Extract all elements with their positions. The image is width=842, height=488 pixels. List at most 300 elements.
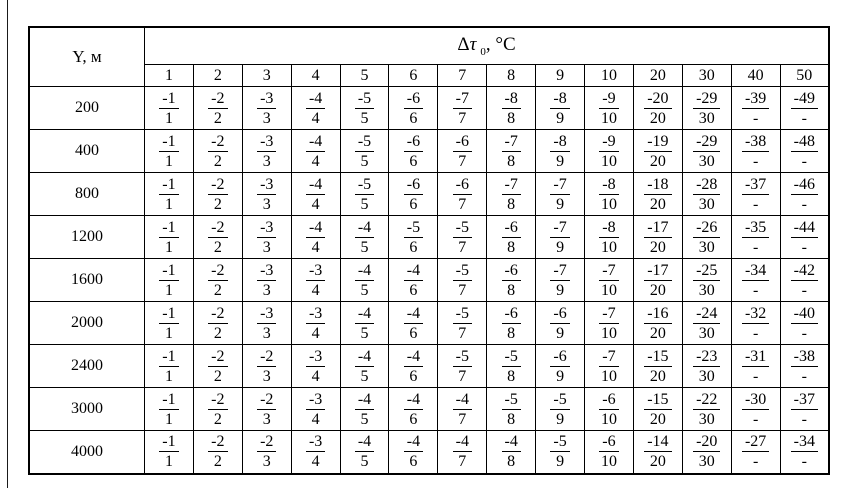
- value-cell: [487, 216, 536, 259]
- cell-numerator: -2: [208, 390, 227, 410]
- cell-numerator: -38: [791, 347, 818, 367]
- cell-numerator: -31: [742, 347, 769, 367]
- cell-denominator: 9: [556, 238, 565, 256]
- value-cell: [780, 216, 829, 259]
- cell-numerator: -9: [599, 89, 618, 109]
- table-body: [29, 87, 829, 474]
- cell-denominator: 4: [311, 367, 320, 385]
- cell-numerator: -34: [791, 432, 818, 452]
- cell-denominator: 4: [311, 238, 320, 256]
- value-cell: [536, 216, 585, 259]
- cell-numerator: -5: [453, 261, 472, 281]
- value-cell: [585, 130, 634, 173]
- value-cell: [145, 216, 194, 259]
- cell-numerator: -22: [693, 390, 720, 410]
- value-cell: [389, 173, 438, 216]
- value-cell: [780, 259, 829, 302]
- value-cell: [585, 216, 634, 259]
- table-row-800: [29, 173, 829, 216]
- value-cell: [731, 87, 780, 130]
- value-cell: [585, 259, 634, 302]
- column-header-7: 7: [438, 65, 487, 87]
- row-label: 400: [29, 130, 145, 173]
- cell-denominator: 5: [360, 152, 369, 170]
- cell-denominator: 3: [262, 453, 271, 471]
- cell-numerator: -39: [742, 89, 769, 109]
- value-cell: [682, 388, 731, 431]
- delta-tau-unit: , °C: [485, 34, 516, 56]
- cell-denominator: 20: [649, 367, 666, 385]
- value-cell: [780, 87, 829, 130]
- cell-numerator: -3: [306, 347, 325, 367]
- cell-numerator: -2: [208, 218, 227, 238]
- value-cell: [487, 302, 536, 345]
- cell-numerator: -3: [306, 390, 325, 410]
- cell-numerator: -4: [404, 390, 423, 410]
- cell-numerator: -7: [550, 261, 569, 281]
- cell-denominator: 20: [649, 109, 666, 127]
- value-cell: [731, 388, 780, 431]
- cell-denominator: 30: [698, 324, 715, 342]
- value-cell: [536, 259, 585, 302]
- cell-denominator: -: [752, 281, 759, 299]
- cell-numerator: -4: [306, 218, 325, 238]
- cell-denominator: -: [752, 324, 759, 342]
- value-cell: [633, 388, 682, 431]
- cell-numerator: -4: [502, 432, 521, 452]
- cell-denominator: 3: [262, 410, 271, 428]
- value-cell: [145, 431, 194, 474]
- value-cell: [536, 345, 585, 388]
- value-cell: [145, 173, 194, 216]
- cell-numerator: -5: [355, 175, 374, 195]
- cell-numerator: -8: [550, 132, 569, 152]
- cell-denominator: 3: [262, 195, 271, 213]
- cell-numerator: -8: [599, 218, 618, 238]
- cell-denominator: 1: [164, 453, 173, 471]
- cell-denominator: -: [801, 410, 807, 428]
- value-cell: [682, 216, 731, 259]
- cell-numerator: -6: [502, 304, 521, 324]
- cell-denominator: 4: [311, 195, 320, 213]
- delta-symbol: Δ: [457, 34, 470, 56]
- value-cell: [193, 259, 242, 302]
- cell-denominator: 30: [698, 281, 715, 299]
- value-cell: [389, 302, 438, 345]
- value-cell: [633, 87, 682, 130]
- cell-denominator: -: [801, 238, 807, 256]
- table-row-2000: [29, 302, 829, 345]
- cell-numerator: -5: [355, 89, 374, 109]
- value-cell: [780, 173, 829, 216]
- cell-numerator: -3: [257, 89, 276, 109]
- cell-numerator: -16: [644, 304, 671, 324]
- cell-denominator: 2: [213, 367, 222, 385]
- cell-denominator: 20: [649, 281, 666, 299]
- delta-tau-subscript: 0: [480, 45, 486, 58]
- cell-denominator: 7: [458, 238, 467, 256]
- value-cell: [145, 87, 194, 130]
- value-cell: [340, 87, 389, 130]
- cell-numerator: -37: [742, 175, 769, 195]
- cell-numerator: -15: [644, 390, 671, 410]
- value-cell: [731, 302, 780, 345]
- cell-denominator: 8: [507, 281, 516, 299]
- value-cell: [633, 216, 682, 259]
- value-cell: [536, 388, 585, 431]
- cell-denominator: 6: [409, 281, 418, 299]
- cell-numerator: -3: [257, 175, 276, 195]
- cell-numerator: -1: [159, 390, 178, 410]
- cell-denominator: 4: [311, 152, 320, 170]
- value-cell: [242, 87, 291, 130]
- column-header-10: 10: [585, 65, 634, 87]
- cell-denominator: -: [752, 367, 759, 385]
- cell-denominator: 2: [213, 453, 222, 471]
- cell-denominator: 9: [556, 109, 565, 127]
- cell-denominator: 6: [409, 410, 418, 428]
- cell-denominator: 5: [360, 367, 369, 385]
- value-cell: [731, 173, 780, 216]
- cell-denominator: 30: [698, 152, 715, 170]
- cell-denominator: 1: [164, 195, 173, 213]
- value-cell: [389, 345, 438, 388]
- value-cell: [242, 345, 291, 388]
- column-header-50: 50: [780, 65, 829, 87]
- cell-numerator: -34: [742, 261, 769, 281]
- cell-denominator: 10: [600, 195, 617, 213]
- column-header-5: 5: [340, 65, 389, 87]
- value-cell: [291, 345, 340, 388]
- value-cell: [438, 431, 487, 474]
- cell-numerator: -4: [355, 390, 374, 410]
- cell-numerator: -40: [791, 304, 818, 324]
- value-cell: [242, 388, 291, 431]
- cell-numerator: -46: [791, 175, 818, 195]
- cell-denominator: 20: [649, 152, 666, 170]
- value-cell: [731, 345, 780, 388]
- value-cell: [193, 130, 242, 173]
- cell-denominator: 7: [458, 453, 467, 471]
- cell-denominator: 6: [409, 238, 418, 256]
- cell-denominator: 30: [698, 195, 715, 213]
- cell-numerator: -6: [502, 218, 521, 238]
- value-cell: [145, 302, 194, 345]
- cell-numerator: -4: [306, 175, 325, 195]
- cell-numerator: -4: [453, 432, 472, 452]
- table-row-1600: [29, 259, 829, 302]
- value-cell: [291, 259, 340, 302]
- column-header-2: 2: [193, 65, 242, 87]
- cell-denominator: 4: [311, 281, 320, 299]
- cell-numerator: -4: [404, 432, 423, 452]
- value-cell: [682, 259, 731, 302]
- cell-denominator: 20: [649, 453, 666, 471]
- value-cell: [438, 388, 487, 431]
- cell-numerator: -2: [257, 432, 276, 452]
- value-cell: [193, 173, 242, 216]
- cell-numerator: -29: [693, 132, 720, 152]
- cell-denominator: 7: [458, 281, 467, 299]
- value-cell: [193, 216, 242, 259]
- cell-denominator: -: [801, 367, 807, 385]
- cell-numerator: -1: [159, 432, 178, 452]
- cell-denominator: 2: [213, 324, 222, 342]
- column-header-8: 8: [487, 65, 536, 87]
- cell-numerator: -6: [404, 89, 423, 109]
- cell-numerator: -5: [453, 304, 472, 324]
- cell-numerator: -2: [257, 347, 276, 367]
- row-label: 3000: [29, 388, 145, 431]
- value-cell: [145, 345, 194, 388]
- cell-numerator: -1: [159, 89, 178, 109]
- table-row-2400: [29, 345, 829, 388]
- cell-numerator: -8: [502, 89, 521, 109]
- table-row-3000: [29, 388, 829, 431]
- value-cell: [633, 173, 682, 216]
- value-cell: [780, 431, 829, 474]
- tau-symbol: τ: [469, 34, 477, 56]
- cell-numerator: -6: [404, 175, 423, 195]
- value-cell: [193, 302, 242, 345]
- column-header-row: [29, 65, 829, 87]
- cell-numerator: -48: [791, 132, 818, 152]
- value-cell: [585, 345, 634, 388]
- cell-numerator: -7: [502, 132, 521, 152]
- cell-numerator: -28: [693, 175, 720, 195]
- value-cell: [389, 431, 438, 474]
- value-cell: [340, 130, 389, 173]
- value-cell: [145, 388, 194, 431]
- cell-numerator: -2: [257, 390, 276, 410]
- cell-numerator: -5: [453, 218, 472, 238]
- cell-numerator: -25: [693, 261, 720, 281]
- value-cell: [633, 130, 682, 173]
- value-cell: [780, 130, 829, 173]
- cell-denominator: 6: [409, 324, 418, 342]
- cell-denominator: 8: [507, 195, 516, 213]
- cell-numerator: -30: [742, 390, 769, 410]
- cell-numerator: -3: [306, 432, 325, 452]
- cell-denominator: 30: [698, 238, 715, 256]
- cell-numerator: -32: [742, 304, 769, 324]
- cell-numerator: -2: [208, 304, 227, 324]
- cell-numerator: -4: [355, 261, 374, 281]
- value-cell: [682, 173, 731, 216]
- cell-numerator: -6: [453, 132, 472, 152]
- cell-numerator: -5: [355, 132, 374, 152]
- page-left-border-line: [7, 0, 8, 488]
- cell-numerator: -4: [355, 218, 374, 238]
- cell-numerator: -4: [355, 304, 374, 324]
- value-cell: [340, 302, 389, 345]
- row-label: 800: [29, 173, 145, 216]
- cell-denominator: 2: [213, 109, 222, 127]
- value-cell: [536, 130, 585, 173]
- cell-denominator: 9: [556, 195, 565, 213]
- row-label: 1200: [29, 216, 145, 259]
- value-cell: [193, 87, 242, 130]
- cell-denominator: 9: [556, 152, 565, 170]
- cell-numerator: -2: [208, 175, 227, 195]
- cell-numerator: -23: [693, 347, 720, 367]
- value-cell: [487, 130, 536, 173]
- cell-denominator: 6: [409, 109, 418, 127]
- cell-numerator: -7: [599, 347, 618, 367]
- value-cell: [633, 259, 682, 302]
- value-cell: [242, 431, 291, 474]
- value-cell: [731, 216, 780, 259]
- cell-numerator: -14: [644, 432, 671, 452]
- value-cell: [780, 388, 829, 431]
- value-cell: [682, 345, 731, 388]
- cell-numerator: -5: [550, 390, 569, 410]
- value-cell: [487, 388, 536, 431]
- cell-denominator: 5: [360, 324, 369, 342]
- cell-denominator: 10: [600, 281, 617, 299]
- cell-denominator: 10: [600, 367, 617, 385]
- cell-denominator: 9: [556, 453, 565, 471]
- column-header-6: 6: [389, 65, 438, 87]
- cell-numerator: -3: [306, 261, 325, 281]
- cell-denominator: 10: [600, 324, 617, 342]
- cell-denominator: 8: [507, 152, 516, 170]
- row-label: 2400: [29, 345, 145, 388]
- cell-numerator: -3: [257, 304, 276, 324]
- cell-numerator: -4: [404, 347, 423, 367]
- value-cell: [438, 173, 487, 216]
- value-cell: [731, 130, 780, 173]
- cell-denominator: -: [801, 152, 807, 170]
- cell-numerator: -3: [306, 304, 325, 324]
- cell-denominator: 1: [164, 281, 173, 299]
- cell-numerator: -49: [791, 89, 818, 109]
- cell-numerator: -37: [791, 390, 818, 410]
- value-cell: [340, 259, 389, 302]
- cell-denominator: 10: [600, 152, 617, 170]
- cell-denominator: -: [752, 195, 759, 213]
- table-row-1200: [29, 216, 829, 259]
- cell-denominator: 5: [360, 281, 369, 299]
- cell-numerator: -4: [453, 390, 472, 410]
- cell-numerator: -26: [693, 218, 720, 238]
- cell-numerator: -9: [599, 132, 618, 152]
- value-cell: [389, 388, 438, 431]
- cell-numerator: -1: [159, 175, 178, 195]
- cell-numerator: -8: [550, 89, 569, 109]
- cell-numerator: -38: [742, 132, 769, 152]
- value-cell: [682, 302, 731, 345]
- cell-denominator: 8: [507, 324, 516, 342]
- value-cell: [585, 173, 634, 216]
- delta-tau-group-header: [145, 27, 830, 65]
- cell-denominator: 4: [311, 410, 320, 428]
- cell-numerator: -7: [453, 89, 472, 109]
- cell-numerator: -4: [355, 347, 374, 367]
- value-cell: [438, 216, 487, 259]
- column-header-4: 4: [291, 65, 340, 87]
- value-cell: [487, 431, 536, 474]
- value-cell: [536, 173, 585, 216]
- value-cell: [731, 259, 780, 302]
- cell-denominator: 30: [698, 367, 715, 385]
- cell-numerator: -4: [404, 304, 423, 324]
- value-cell: [487, 259, 536, 302]
- cell-denominator: 20: [649, 195, 666, 213]
- value-cell: [340, 388, 389, 431]
- cell-denominator: 1: [164, 324, 173, 342]
- value-cell: [633, 345, 682, 388]
- cell-numerator: -5: [453, 347, 472, 367]
- cell-denominator: 30: [698, 453, 715, 471]
- value-cell: [291, 302, 340, 345]
- value-cell: [682, 431, 731, 474]
- cell-numerator: -27: [742, 432, 769, 452]
- value-cell: [340, 431, 389, 474]
- cell-numerator: -1: [159, 261, 178, 281]
- cell-denominator: 20: [649, 238, 666, 256]
- value-cell: [340, 173, 389, 216]
- cell-numerator: -4: [355, 432, 374, 452]
- cell-denominator: 4: [311, 324, 320, 342]
- cell-denominator: 1: [164, 410, 173, 428]
- cell-numerator: -44: [791, 218, 818, 238]
- cell-numerator: -6: [453, 175, 472, 195]
- value-cell: [682, 87, 731, 130]
- cell-denominator: -: [801, 195, 807, 213]
- cell-denominator: 2: [213, 152, 222, 170]
- value-cell: [242, 259, 291, 302]
- cell-denominator: 7: [458, 367, 467, 385]
- header-group-row: [29, 27, 829, 65]
- value-cell: [145, 259, 194, 302]
- row-label: 2000: [29, 302, 145, 345]
- cell-numerator: -7: [502, 175, 521, 195]
- cell-denominator: 20: [649, 324, 666, 342]
- value-cell: [389, 87, 438, 130]
- cell-numerator: -2: [208, 347, 227, 367]
- cell-denominator: 8: [507, 453, 516, 471]
- value-cell: [438, 130, 487, 173]
- cell-numerator: -4: [306, 132, 325, 152]
- cell-denominator: 7: [458, 152, 467, 170]
- cell-denominator: -: [801, 281, 807, 299]
- cell-numerator: -2: [208, 261, 227, 281]
- value-cell: [731, 431, 780, 474]
- value-cell: [633, 302, 682, 345]
- column-header-1: 1: [145, 65, 194, 87]
- cell-denominator: 6: [409, 453, 418, 471]
- value-cell: [536, 302, 585, 345]
- cell-denominator: -: [801, 324, 807, 342]
- value-cell: [291, 431, 340, 474]
- value-cell: [340, 345, 389, 388]
- value-cell: [242, 302, 291, 345]
- row-label: 4000: [29, 431, 145, 474]
- cell-numerator: -7: [599, 304, 618, 324]
- cell-denominator: 3: [262, 109, 271, 127]
- cell-denominator: 8: [507, 367, 516, 385]
- value-cell: [780, 302, 829, 345]
- cell-numerator: -6: [404, 132, 423, 152]
- y-column-header-label: Y, м: [72, 47, 102, 66]
- value-cell: [438, 259, 487, 302]
- cell-denominator: 7: [458, 195, 467, 213]
- cell-denominator: -: [801, 109, 807, 127]
- value-cell: [193, 345, 242, 388]
- column-header-40: 40: [731, 65, 780, 87]
- cell-denominator: 2: [213, 410, 222, 428]
